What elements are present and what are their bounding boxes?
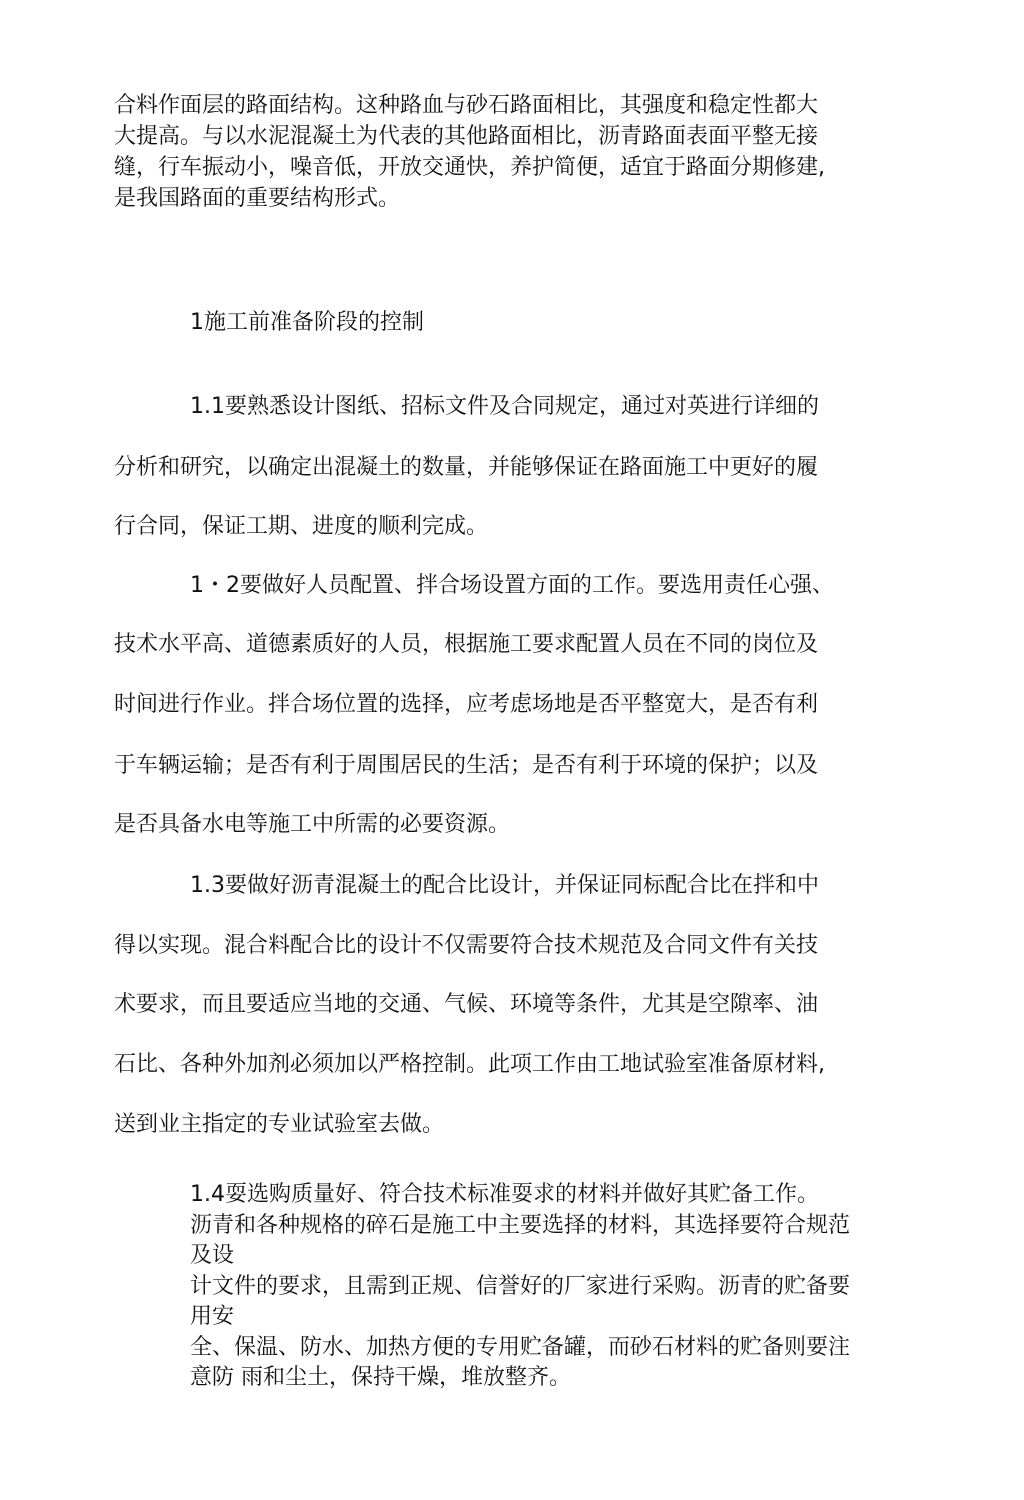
text-line: 分析和研究，以确定出混凝土的数量，并能够保证在路面施工中更好的履 [114, 455, 819, 480]
text-line: 合料作面层的路面结构。这种路血与砂石路面相比，其强度和稳定性都大 [114, 93, 819, 118]
text-line: 于车辆运输；是否有利于周围居民的生活；是否有利于环境的保护；以及 [114, 753, 819, 778]
text-line: 行合同，保证工期、进度的顺利完成。 [114, 514, 489, 539]
text-line: 沥青和各种规格的碎石是施工中主要选择的材料，其选择要符合规范 [190, 1213, 851, 1238]
text-line: 技术水平高、道德素质好的人员，根据施工要求配置人员在不同的岗位及 [114, 632, 819, 657]
text-line: 时间进行作业。拌合场位置的选择，应考虑场地是否平整宽大，是否有利 [114, 692, 819, 717]
text-line: 得以实现。混合料配合比的设计不仅需要符合技术规范及合同文件有关技 [114, 933, 819, 958]
text-line: 是我国路面的重要结构形式。 [114, 186, 401, 211]
text-line: 石比、各种外加剂必须加以严格控制。此项工作由工地试验室准备原材料, [114, 1052, 825, 1077]
text-line: 缝，行车振动小，噪音低，开放交通快，养护简便，适宜于路面分期修建, [114, 155, 825, 180]
text-line: 1・2要做好人员配置、拌合场设置方面的工作。要选用责任心强、 [190, 573, 834, 598]
section-heading: 1施工前准备阶段的控制 [190, 310, 424, 335]
text-line: 1.4耍选购质量好、符合技术标准耍求的材料并做好其贮备工作。 [190, 1182, 819, 1207]
text-line: 用安 [190, 1304, 235, 1329]
text-line: 意防 雨和尘土，保持干燥，堆放整齐。 [190, 1365, 571, 1390]
text-line: 1.1要熟悉设计图纸、招标文件及合同规定，通过对英进行详细的 [190, 394, 819, 419]
text-line: 及设 [190, 1243, 235, 1268]
text-line: 大提高。与以水泥混凝土为代表的其他路面相比，沥青路面表面平整无接 [114, 124, 819, 149]
text-line: 是否具备水电等施工中所需的必要资源。 [114, 812, 511, 837]
text-line: 1.3要做好沥青混凝土的配合比设计，并保证同标配合比在拌和中 [190, 873, 819, 898]
text-line: 全、保温、防水、加热方便的专用贮备罐，而砂石材料的贮备则要注 [190, 1335, 851, 1360]
text-line: 计文件的要求，且需到正规、信誉好的厂家进行采购。沥青的贮备要 [190, 1274, 851, 1299]
text-line: 术要求，而且要适应当地的交通、气候、环境等条件，尤其是空隙率、油 [114, 992, 819, 1017]
text-line: 送到业主指定的专业试验室去做。 [114, 1112, 445, 1137]
